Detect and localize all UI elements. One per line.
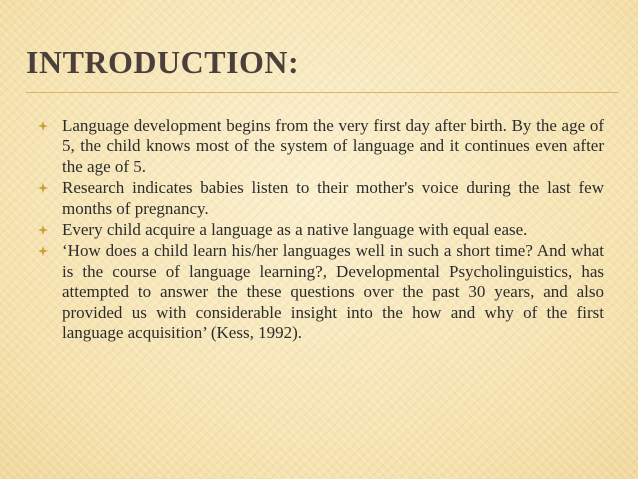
bullet-list bbox=[38, 116, 604, 344]
bullet-text: Every child acquire a language as a native language with equal ease. bbox=[62, 220, 528, 240]
bullet-text: ‘How does a child learn his/her languages well in such a short time? And what is the course of language learning?, Developmental Psycholinguistics, has attempted to answer the these questions over the past 30 years, and also provided us with considerable insight into the how and why of the first language acquisition’ (Kess, 1992). bbox=[62, 241, 604, 343]
four-leaf-diamond-bullet-icon bbox=[38, 225, 48, 235]
slide-title: INTRODUCTION: bbox=[26, 44, 300, 80]
title-divider bbox=[26, 92, 618, 93]
four-leaf-diamond-bullet-icon bbox=[38, 121, 48, 131]
bullet-text: Language development begins from the very first day after birth. By the age of 5, the child knows most of the system of language and it continues even after the age of 5. bbox=[62, 116, 604, 176]
bullet-item bbox=[38, 220, 604, 240]
bullet-item bbox=[38, 116, 604, 177]
bullet-item bbox=[38, 241, 604, 343]
bullet-text: Research indicates babies listen to their mother's voice during the last few months of pregnancy. bbox=[62, 178, 604, 218]
four-leaf-diamond-bullet-icon bbox=[38, 183, 48, 193]
four-leaf-diamond-bullet-icon bbox=[38, 246, 48, 256]
bullet-item bbox=[38, 178, 604, 219]
